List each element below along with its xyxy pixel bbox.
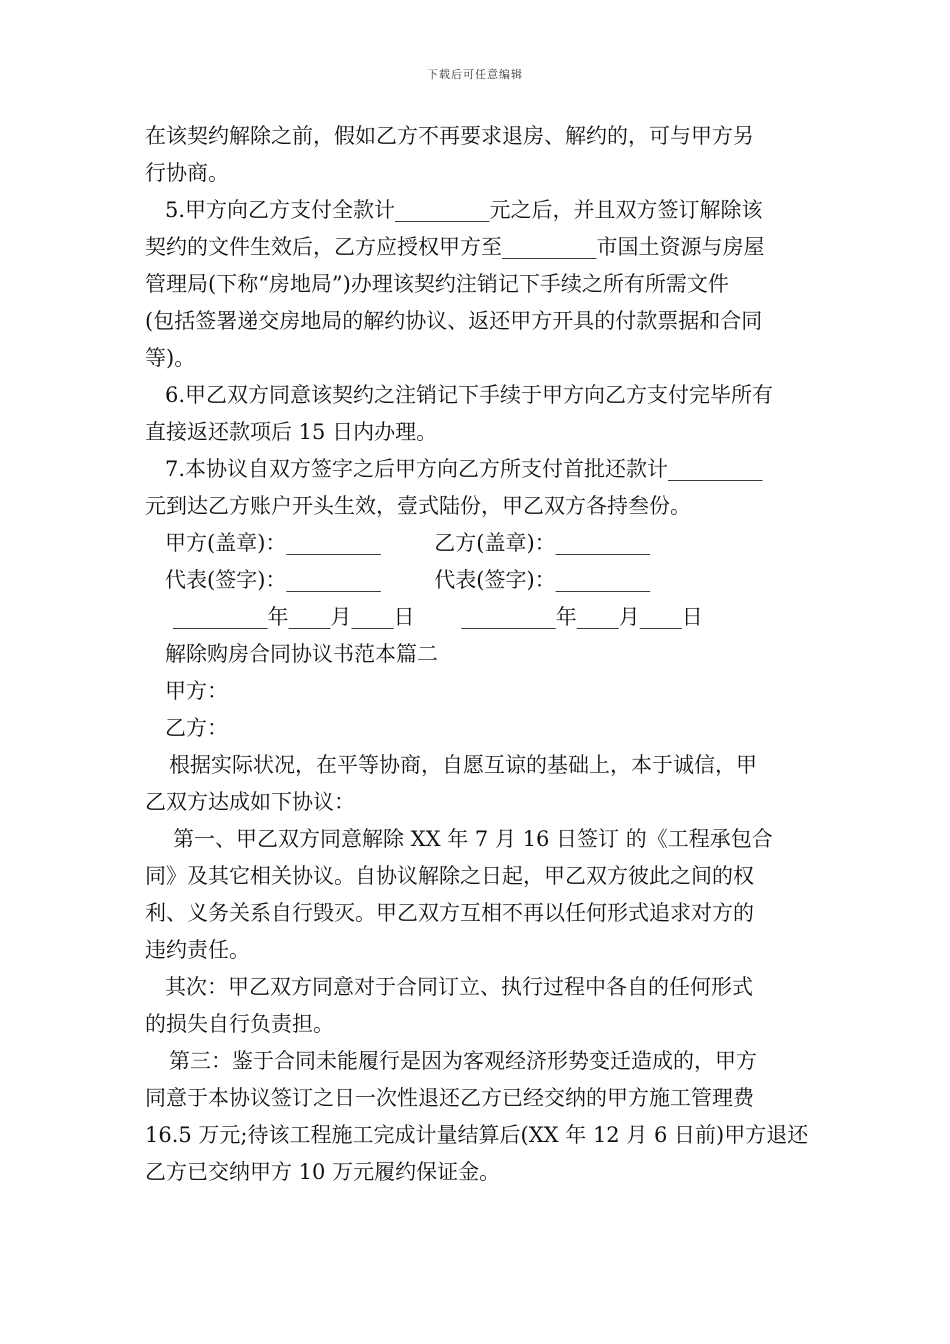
text-line: 元到达乙方账户开头生效，壹式陆份，甲乙双方各持叁份。 xyxy=(145,494,691,518)
text-line: 同》及其它相关协议。自协议解除之日起，甲乙双方彼此之间的权 xyxy=(145,864,754,888)
text-line: 16.5 万元;待该工程施工完成计量结算后(XX 年 12 月 6 日前)甲方退还 xyxy=(145,1123,809,1147)
text-line: 管理局(下称“房地局”)办理该契约注销记下手续之所有所需文件 xyxy=(145,272,729,296)
page-header: 下载后可任意编辑 xyxy=(427,68,523,81)
text-line: 行协商。 xyxy=(145,161,229,185)
text-line: 第三：鉴于合同未能履行是因为客观经济形势变迁造成的，甲方 xyxy=(169,1049,757,1073)
text-line: 根据实际状况，在平等协商，自愿互谅的基础上，本于诚信，甲 xyxy=(169,753,757,777)
text-line: 的损失自行负责担。 xyxy=(145,1012,334,1036)
document-body xyxy=(145,118,810,1191)
text-line: 乙双方达成如下协议： xyxy=(145,790,355,814)
text-line: 同意于本协议签订之日一次性退还乙方已经交纳的甲方施工管理费 xyxy=(145,1086,754,1110)
text-line: (包括签署递交房地局的解约协议、返还甲方开具的付款票据和合同 xyxy=(145,309,763,333)
text-line: 6.甲乙双方同意该契约之注销记下手续于甲方向乙方支付完毕所有 xyxy=(165,383,774,407)
text-line: 乙方已交纳甲方 10 万元履约保证金。 xyxy=(145,1160,501,1184)
text-line: 乙方： xyxy=(165,716,228,740)
text-line: _________年____月____日 _________年____月____日 xyxy=(173,605,703,629)
text-line: 解除购房合同协议书范本篇二 xyxy=(165,642,438,666)
text-line: 甲方： xyxy=(165,679,228,703)
text-line: 第一、甲乙双方同意解除 XX 年 7 月 16 日签订 的《工程承包合 xyxy=(173,827,773,851)
text-line: 甲方(盖章)：_________ 乙方(盖章)：_________ xyxy=(165,531,651,555)
text-line: 5.甲方向乙方支付全款计_________元之后，并且双方签订解除该 xyxy=(165,198,763,222)
text-line: 在该契约解除之前，假如乙方不再要求退房、解约的，可与甲方另 xyxy=(145,124,754,148)
text-line: 直接返还款项后 15 日内办理。 xyxy=(145,420,438,444)
text-line: 契约的文件生效后，乙方应授权甲方至_________市国土资源与房屋 xyxy=(145,235,765,259)
text-line: 其次：甲乙双方同意对于合同订立、执行过程中各自的任何形式 xyxy=(165,975,753,999)
text-line: 等)。 xyxy=(145,346,196,370)
text-line: 违约责任。 xyxy=(145,938,250,962)
text-line: 7.本协议自双方签字之后甲方向乙方所支付首批还款计_________ xyxy=(165,457,763,481)
text-line: 利、义务关系自行毁灭。甲乙双方互相不再以任何形式追求对方的 xyxy=(145,901,754,925)
text-line: 代表(签字)：_________ 代表(签字)：_________ xyxy=(165,568,651,592)
